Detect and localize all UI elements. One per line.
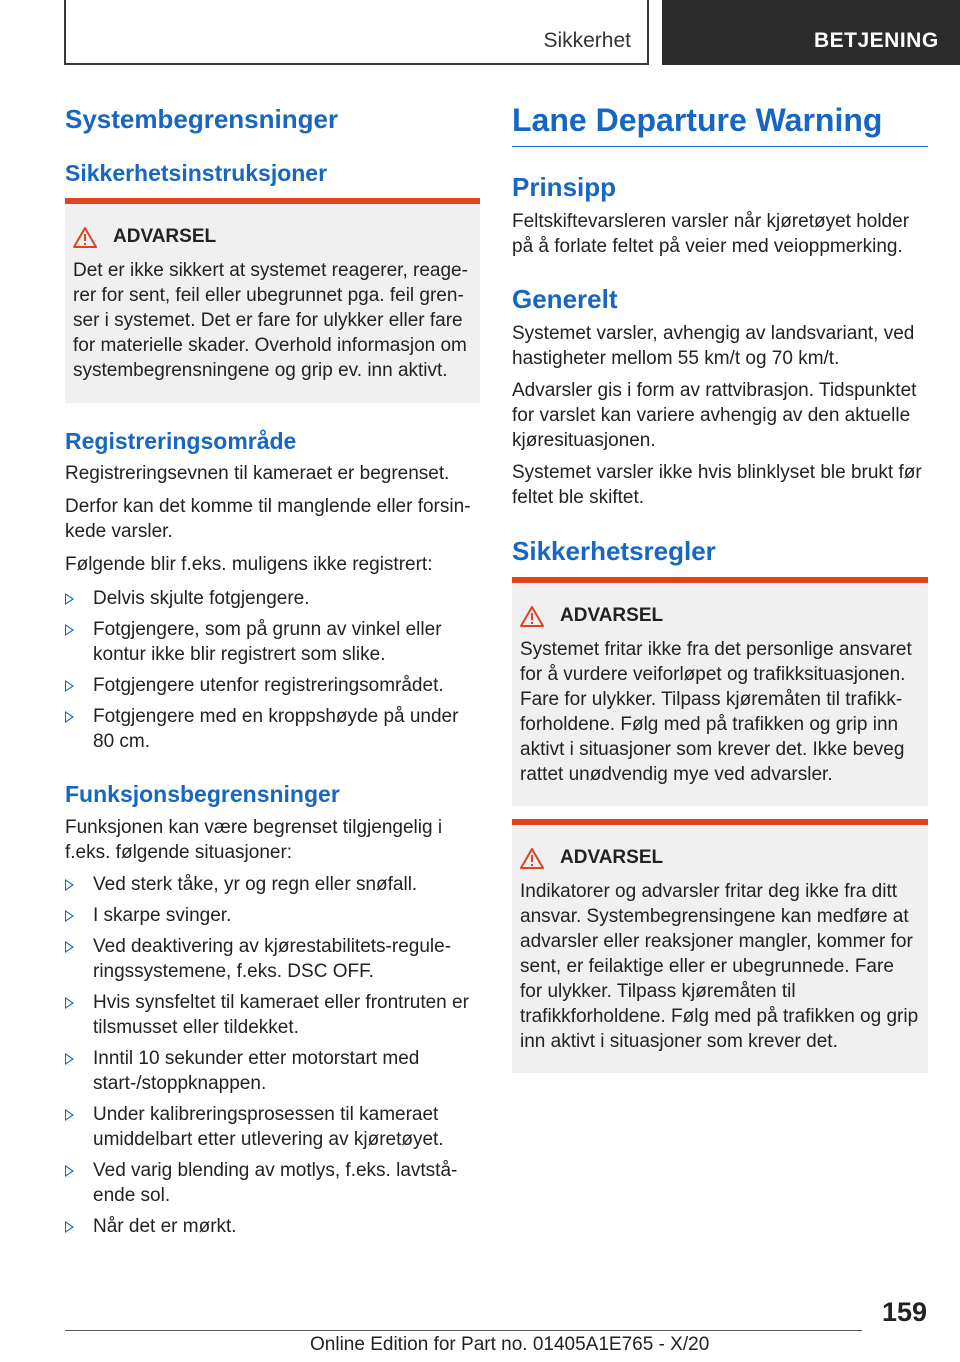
warning-bar bbox=[512, 819, 928, 825]
list-item: Fotgjengere, som på grunn av vinkel eller kontur ikke blir registrert som slike. bbox=[65, 617, 480, 667]
heading-safety-instructions: Sikkerhetsinstruksjoner bbox=[65, 160, 328, 186]
list-item: Hvis synsfeltet til kameraet eller frontruten er tilsmusset eller tildekket. bbox=[65, 990, 480, 1040]
warning-heading bbox=[73, 226, 216, 248]
list-item: Under kalibreringsprosessen til kameraet umiddelbart etter utlevering av kjøretøyet. bbox=[65, 1102, 480, 1152]
heading-principle: Prinsipp bbox=[512, 172, 617, 202]
bullet-triangle-icon bbox=[65, 680, 74, 692]
list-item: Ved varig blending av motlys, f.eks. lavtstående sol. bbox=[65, 1158, 480, 1208]
list-item: Ved deaktivering av kjørestabilitets-reguleringssystemene, f.eks. DSC OFF. bbox=[65, 934, 480, 984]
bullet-triangle-icon bbox=[65, 593, 74, 605]
footer-divider bbox=[65, 1330, 862, 1331]
warning-label: ADVARSEL bbox=[560, 605, 664, 626]
warning-box-1 bbox=[65, 198, 480, 403]
list-item: Fotgjengere med en kroppshøyde på under 80 cm. bbox=[65, 704, 480, 754]
warning-label: ADVARSEL bbox=[560, 847, 664, 868]
header-section-title: Sikkerhet bbox=[543, 29, 631, 52]
heading-systembegrensninger: Systembegrensninger bbox=[65, 104, 339, 134]
warning-triangle-icon bbox=[520, 606, 544, 627]
warning-box-3 bbox=[512, 819, 928, 1073]
bullet-triangle-icon bbox=[65, 910, 74, 922]
bullet-triangle-icon bbox=[65, 711, 74, 723]
function-limits-list bbox=[65, 872, 480, 1245]
paragraph: Derfor kan det komme til manglende eller forsinkede varsler. bbox=[65, 496, 471, 542]
header-chapter-label: BETJENING bbox=[814, 29, 939, 52]
paragraph: Registreringsevnen til kameraet er begrenset. bbox=[65, 463, 450, 484]
warning-bar bbox=[65, 198, 480, 204]
list-item: Ved sterk tåke, yr og regn eller snøfall. bbox=[65, 872, 480, 897]
registration-list bbox=[65, 586, 480, 760]
list-item: Når det er mørkt. bbox=[65, 1214, 480, 1239]
warning-heading bbox=[520, 847, 663, 869]
bullet-triangle-icon bbox=[65, 624, 74, 636]
heading-safety-rules: Sikkerhetsregler bbox=[512, 536, 716, 566]
warning-triangle-icon bbox=[73, 227, 97, 248]
warning-label: ADVARSEL bbox=[113, 226, 217, 247]
heading-registration-area: Registreringsområde bbox=[65, 428, 297, 454]
paragraph: Systemet varsler, avhengig av landsvariant, ved hastigheter mellom 55 km/t og 70 km/t. bbox=[512, 323, 915, 369]
bullet-triangle-icon bbox=[65, 1221, 74, 1233]
list-item: Fotgjengere utenfor registreringsområdet. bbox=[65, 673, 480, 698]
paragraph: Systemet varsler ikke hvis blinklyset ble brukt før feltet ble skiftet. bbox=[512, 462, 922, 508]
heading-function-limits: Funksjonsbegrensninger bbox=[65, 781, 340, 807]
list-item: Inntil 10 sekunder etter motorstart med start-/stoppknappen. bbox=[65, 1046, 480, 1096]
warning-text: Indikatorer og advarsler fritar deg ikke fra ditt ansvar. Systembegrensingene kan medføre at advarsler eller reaksjoner mangler, kommer for sent, er feilaktige eller er ubegrunnede. Fare for ulykker. Tilpass kjøremåten til trafikkforholdene. Følg med på trafikken og grip inn aktivt i situasjoner som krever det. bbox=[520, 881, 919, 1052]
bullet-triangle-icon bbox=[65, 941, 74, 953]
bullet-triangle-icon bbox=[65, 997, 74, 1009]
heading-general: Generelt bbox=[512, 284, 618, 314]
heading-lane-departure-warning: Lane Departure Warning bbox=[512, 102, 883, 138]
paragraph: Advarsler gis i form av rattvibrasjon. Tidspunktet for varslet kan variere avhengig av den aktuelle kjøresituasjonen. bbox=[512, 380, 917, 451]
heading-underline bbox=[512, 146, 928, 147]
paragraph: Funksjonen kan være begrenset tilgjengelig i f.eks. følgende situasjoner: bbox=[65, 817, 443, 863]
paragraph: Feltskiftevarsleren varsler når kjøretøyet holder på å forlate feltet på veier med veioppmerking. bbox=[512, 211, 910, 257]
warning-text: Systemet fritar ikke fra det personlige ansvaret for å vurdere veiforløpet og trafikksituasjonen. Fare for ulykker. Tilpass kjøremåten til trafikkforholdene. Følg med på trafikken og grip inn aktivt i situasjoner som krever det. Ikke beveg rattet unødvendig mye ved advarsler. bbox=[520, 639, 912, 785]
header-section-box bbox=[64, 0, 649, 65]
page-number: 159 bbox=[881, 1297, 927, 1327]
list-item: I skarpe svinger. bbox=[65, 903, 480, 928]
bullet-triangle-icon bbox=[65, 879, 74, 891]
footer-edition-text: Online Edition for Part no. 01405A1E765 - X/20 bbox=[310, 1334, 710, 1355]
bullet-triangle-icon bbox=[65, 1109, 74, 1121]
header-chapter-tab bbox=[662, 0, 960, 65]
paragraph: Følgende blir f.eks. muligens ikke registrert: bbox=[65, 554, 433, 575]
warning-box-2 bbox=[512, 577, 928, 806]
bullet-triangle-icon bbox=[65, 1053, 74, 1065]
warning-text: Det er ikke sikkert at systemet reagerer, reagerer for sent, feil eller ubegrunnet pga. feil grenser i systemet. Det er fare for ulykker eller fare for materielle skader. Overhold informasjon om systembegrensningene og grip ev. inn aktivt. bbox=[73, 260, 468, 381]
bullet-triangle-icon bbox=[65, 1165, 74, 1177]
warning-triangle-icon bbox=[520, 848, 544, 869]
warning-heading bbox=[520, 605, 663, 627]
warning-bar bbox=[512, 577, 928, 583]
list-item: Delvis skjulte fotgjengere. bbox=[65, 586, 480, 611]
